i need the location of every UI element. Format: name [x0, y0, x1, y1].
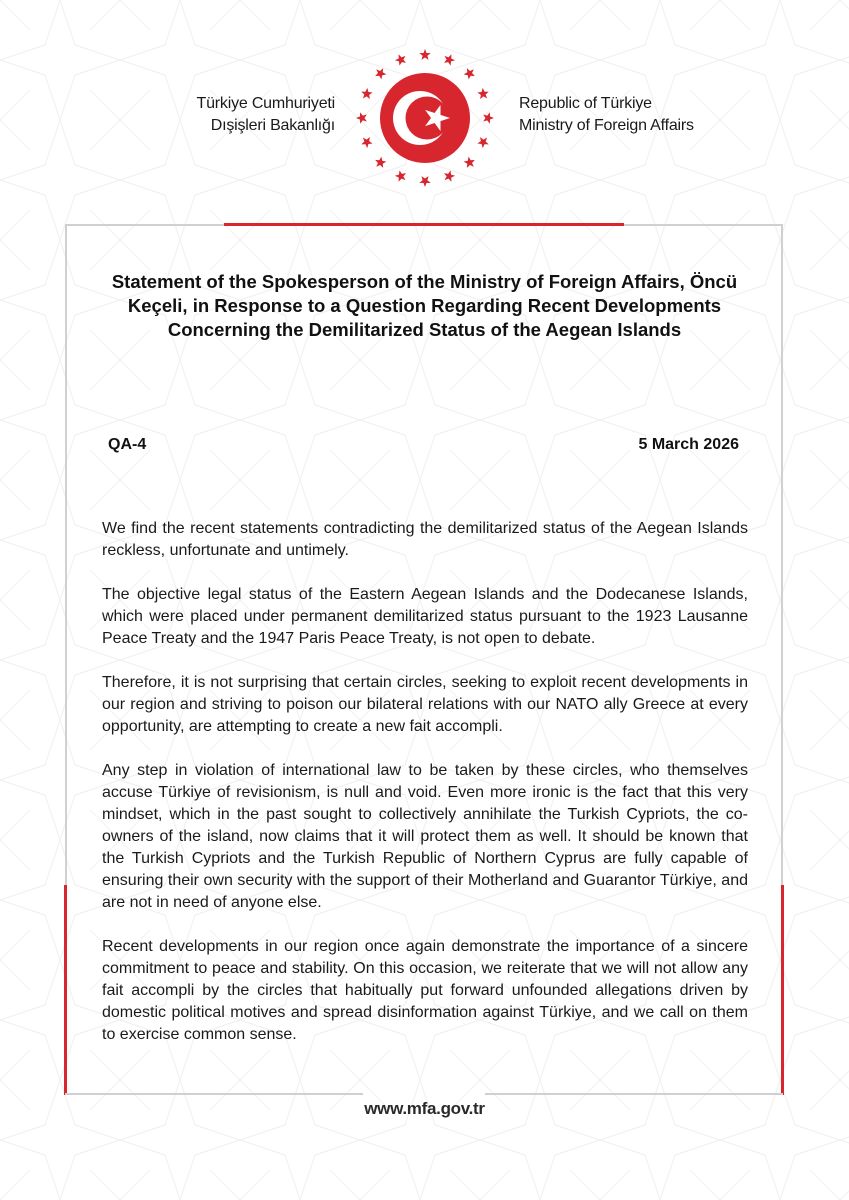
document-body [102, 518, 748, 1068]
paragraph: Any step in violation of international law to be taken by these circles, who themselves accuse Türkiye of revisionism, is null and void. Even more ironic is the fact that this very mindset, which in the past sought to collectively annihilate the Turkish Cypriots, the co-owners of the island, now claims that it will protect them as well. It should be known that the Turkish Cypriots and the Turkish Republic of Northern Cyprus are fully capable of ensuring their own security with the support of their Motherland and Guarantor Türkiye, and are not in need of anyone else. [102, 762, 748, 911]
turkish-crescent-star-seal-icon [354, 45, 496, 191]
seal-star-icon [395, 54, 406, 65]
seal-star-icon [477, 137, 488, 148]
frame-right-red-accent [781, 885, 784, 1095]
seal-star-icon [477, 88, 488, 99]
seal-star-icon [464, 157, 475, 168]
seal-star-icon [419, 49, 430, 60]
seal-star-icon [375, 157, 386, 168]
seal-star-icon [419, 176, 430, 187]
frame-top-red-accent [224, 223, 624, 226]
frame-bottom-left-line [65, 1093, 363, 1095]
paragraph: The objective legal status of the Eastern Aegean Islands and the Dodecanese Islands, which were placed under permanent demilitarized status pursuant to the 1923 Lausanne Peace Treaty and the 1947 Paris Peace Treaty, is not open to debate. [102, 586, 748, 647]
header-right-line2: Ministry of Foreign Affairs [519, 117, 694, 134]
paragraph: Therefore, it is not surprising that certain circles, seeking to exploit recent developments in our region and striving to poison our bilateral relations with our NATO ally Greece at every opportunity, are attempting to create a new fait accompli. [102, 674, 748, 735]
seal-star-icon [356, 112, 367, 123]
seal-star-icon [444, 54, 455, 65]
paragraph: We find the recent statements contradicting the demilitarized status of the Aegean Islands reckless, unfortunate and untimely. [102, 520, 748, 559]
header-left-line1: Türkiye Cumhuriyeti [196, 95, 335, 112]
document-date: 5 March 2026 [638, 436, 739, 453]
header-english-name [519, 93, 694, 137]
seal-star-icon [444, 170, 455, 181]
header-right-line1: Republic of Türkiye [519, 95, 652, 112]
frame-left-red-accent [64, 885, 67, 1095]
seal-star-icon [361, 137, 372, 148]
seal-star-icon [375, 68, 386, 79]
paragraph: Recent developments in our region once again demonstrate the importance of a sincere commitment to peace and stability. On this occasion, we reiterate that we will not allow any fait accompli by the circles that habitually put forward unfounded allegations driven by domestic political motives and spread disinformation against Türkiye, and we call on them to exercise common sense. [102, 938, 748, 1043]
frame-bottom-right-line [485, 1093, 783, 1095]
seal-star-icon [483, 112, 494, 123]
seal-star-icon [361, 88, 372, 99]
footer-website-link[interactable]: www.mfa.gov.tr [364, 1099, 485, 1118]
seal-star-icon [464, 68, 475, 79]
header-turkish-name [197, 93, 335, 137]
document-reference: QA-4 [108, 436, 147, 453]
document-title: Statement of the Spokesperson of the Ministry of Foreign Affairs, Öncü Keçeli, in Response to a Question Regarding Recent Developments Concerning the Demilitarized Status of the Aegean Islands [111, 271, 738, 340]
seal-star-icon [395, 170, 406, 181]
header-left-line2: Dışişleri Bakanlığı [210, 117, 335, 134]
